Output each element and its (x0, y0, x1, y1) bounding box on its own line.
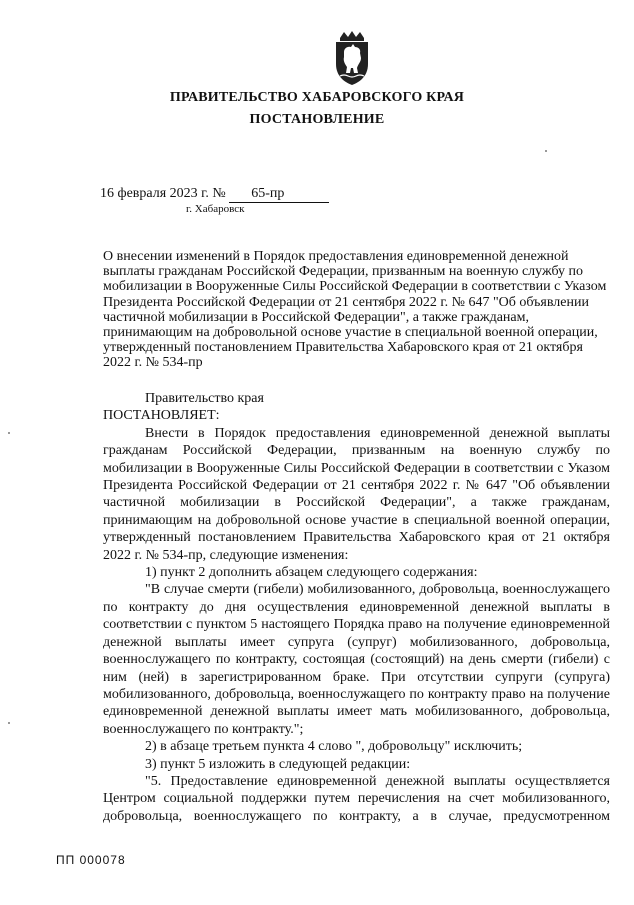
document-date: 16 февраля 2023 г. № (100, 186, 226, 201)
date-number-line (100, 186, 329, 203)
document-body (103, 390, 610, 825)
organization-title: ПРАВИТЕЛЬСТВО ХАБАРОВСКОГО КРАЯ (169, 90, 465, 105)
scan-speck (8, 432, 10, 434)
decree-word: ПОСТАНОВЛЯЕТ: (103, 408, 220, 424)
body-paragraph: Внести в Порядок предоставления единовременной денежной выплаты гражданам Российской Федерации, призванным на военную службу по мобилизации в Вооруженные Силы Российской Федерации в соответствии с Указом Президента Российской Федерации от 21 сентября 2022 г. № 647 "Об объявлении частичной мобилизации в Российской Федерации", а также гражданам, принимающим на добровольной основе участие в специальной военной операции, утвержденный постановлением Правительства Хабаровского края от 21 октября 2022 г. № 534-пр, следующие изменения: (103, 425, 610, 563)
body-paragraph: "В случае смерти (гибели) мобилизованного, добровольца, военнослужащего по контракту до дня осуществления единовременной денежной выплаты в соответствии с пунктом 5 настоящего Порядка право на получение единовременной денежной выплаты имеет супруга (супруг) мобилизованного, добровольца, военнослужащего по контракту, состоящая (состоящий) на день смерти (гибели) с ним (ней) в зарегистрированном браке. При отсутствии супруги (супруга) мобилизованного, добровольца, военнослужащего по контракту право на получение единовременной денежной выплаты имеет мать мобилизованного, добровольца, военнослужащего по контракту."; (103, 582, 610, 737)
body-paragraph: "5. Предоставление единовременной денежной выплаты осуществляется Центром социальной поддержки путем перечисления на счет мобилизованного, добровольца, военнослужащего по контракту, а в случае, предусмотренном (103, 773, 610, 824)
document-type-title: ПОСТАНОВЛЕНИЕ (249, 112, 385, 127)
scan-speck (545, 150, 547, 152)
body-paragraph: 3) пункт 5 изложить в следующей редакции: (145, 756, 411, 772)
body-paragraph: 1) пункт 2 дополнить абзацем следующего содержания: (145, 565, 478, 581)
city-name: г. Хабаровск (186, 203, 245, 215)
form-serial-code: ПП 000078 (56, 853, 126, 867)
intro-line: Правительство края (145, 391, 264, 406)
coat-of-arms-icon (330, 30, 374, 86)
document-number: 65-пр (229, 186, 329, 203)
document-subject: О внесении изменений в Порядок предоставления единовременной денежной выплаты гражданам Российской Федерации, призванным на военную службу по мобилизации в Вооруженные Силы Российской Федерации в соответствии с Указом Президента Российской Федерации от 21 сентября 2022 г. № 647 "Об объявлении частичной мобилизации в Российской Федерации", а также гражданам, принимающим на добровольной основе участие в специальной военной операции, утвержденный постановлением Правительства Хабаровского края от 21 октября 2022 г. № 534-пр (103, 249, 607, 371)
body-paragraph: 2) в абзаце третьем пункта 4 слово ", добровольцу" исключить; (145, 739, 523, 755)
scan-speck (8, 722, 10, 724)
